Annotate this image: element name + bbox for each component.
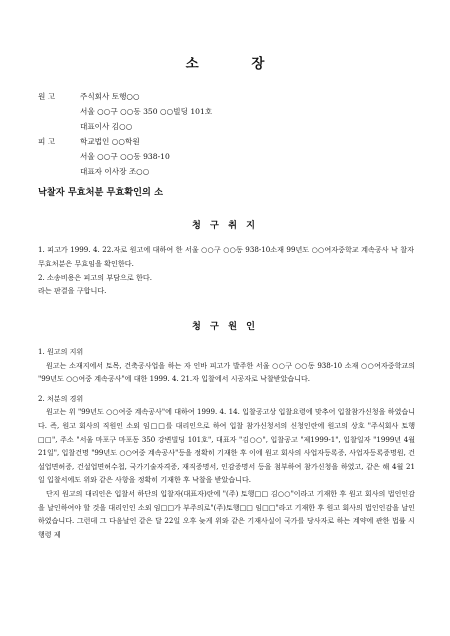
plaintiff-line: 주식회사 토행○○: [80, 92, 140, 101]
cause-body: [38, 345, 415, 541]
plaintiff-line: 대표이사 김○○: [80, 122, 133, 131]
section-heading: 2. 처분의 경위: [38, 393, 84, 403]
defendant-line: 대표자 이사장 조○○: [80, 167, 150, 176]
plaintiff-line: 서울 ○○구 ○○동 350 ○○빌딩 101호: [80, 107, 213, 116]
document-title: 소 장: [185, 56, 289, 72]
defendant-line: 학교법인 ○○학원: [80, 137, 140, 146]
defendant-label: 피 고: [38, 137, 56, 146]
defendant-line: 서울 ○○구 ○○동 938-10: [80, 152, 170, 161]
claim-item: 2. 소송비용은 피고의 부담으로 한다.: [38, 272, 152, 282]
claim-item: 라는 판결을 구합니다.: [38, 286, 107, 296]
claim-items: [38, 243, 414, 298]
plaintiff-label: 원 고: [38, 92, 56, 101]
section-heading: 1. 원고의 지위: [38, 347, 84, 356]
section-paragraph: 원고는 소재지에서 토목, 건축공사업을 하는 자 인바 피고가 발주한 서울 ○○구 ○○동 938-10 소재 ○○여자중학교의 "99년도 ○○여중 계속공사"에 대한 1999. 4. 21.자 입찰에서 시공자로 낙찰받았습니다.: [38, 360, 415, 384]
section-paragraph: 원고는 위 "99년도 ○○여중 계속공사"에 대하여 1999. 4. 14. 입찰공고상 입찰요령에 맞추어 입찰참가신청을 하였습니다. 즉, 원고 회사의 직원인 소외 임□□를 대리인으로 하여 입찰 참가신청서의 신청인란에 원고의 상호 "주식회사 토행□□", 주소 "서울 마포구 마포동 350 강변빌딩 101호", 대표자 "김○○", 입찰공고 "제1999-1", 입찰일자 "1999년 4월 21일", 입찰건명 "99년도 ○○여중 계속공사"등을 정확히 기재한 후 이에 원고 회사의 사업자등록증, 사업자등록증명원, 건설업면허증, 건설업면허수첩, 국가기술자격증, 재직증명서, 인감증명서 등을 첨부하여 참가신청을 하였고, 같은 해 4월 21일 입찰서에도 위와 같은 사항을 정확히 기재한 후 낙찰을 받았습니다.: [38, 407, 415, 485]
claim-heading: 청 구 취 지: [191, 220, 259, 231]
cause-heading: 청 구 원 인: [191, 321, 259, 332]
claim-item: 1. 피고가 1999. 4. 22.자로 원고에 대하여 한 서울 ○○구 ○○동 938-10소재 99년도 ○○여자중학교 계속공사 낙 찰자 무효처분은 무효임을 확인한다.: [38, 245, 414, 268]
section-paragraph: 단지 원고의 대리인은 입찰서 하단의 입찰자(대표자)란에 "(주) 토행□□ 김○○"이라고 기재한 후 원고 회사의 법인인감을 날인하여야 할 것을 대리인인 소외 임□□가 부주의로"(주)토행□□ 임□□"라고 기재한 후 원고 회사의 법인인감을 날인하였습니다. 그런데 그 다음날인 같은 달 22일 오후 늦게 위와 같은 기재사실이 국가를 당사자로 하는 계약에 관한 법률 시행령 제: [38, 488, 415, 539]
case-name: 낙찰자 무효처분 무효확인의 소: [38, 187, 163, 198]
